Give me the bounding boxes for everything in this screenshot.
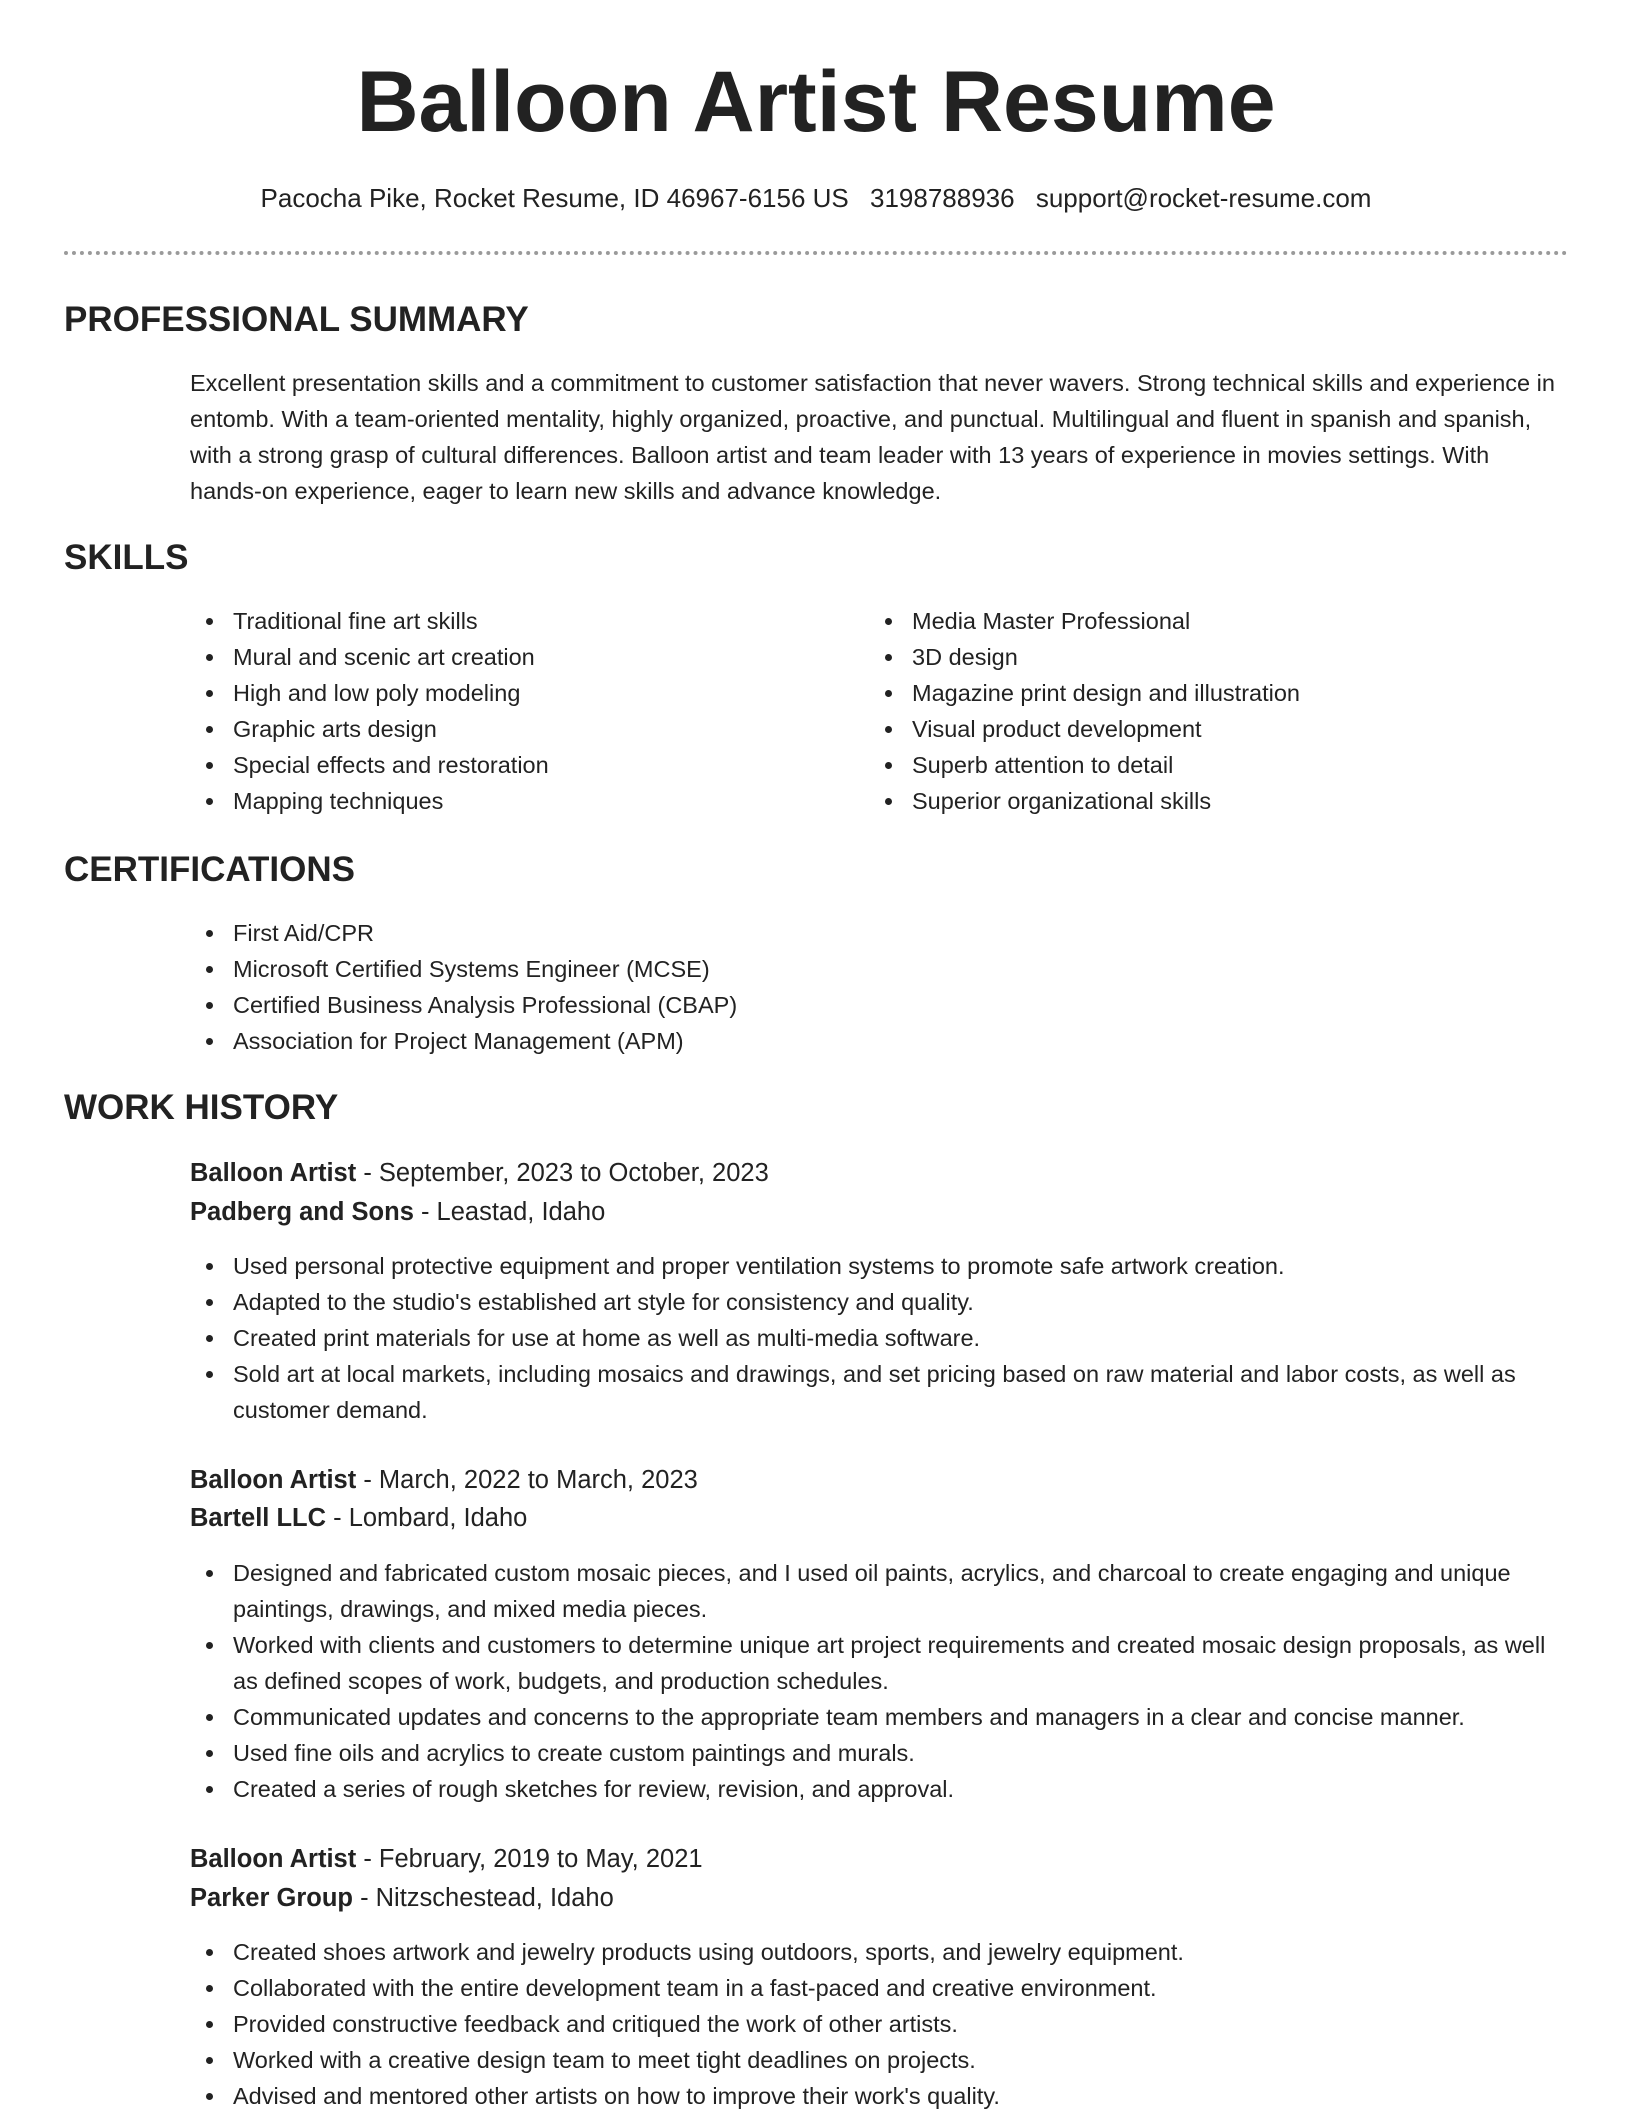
skill-item: High and low poly modeling <box>190 675 810 711</box>
contact-address: Pacocha Pike, Rocket Resume, ID 46967-6156 US <box>260 183 849 213</box>
job-bullet: Advised and mentored other artists on how to improve their work's quality. <box>190 2078 1570 2114</box>
skill-item: Traditional fine art skills <box>190 603 810 639</box>
job-bullet: Used fine oils and acrylics to create custom paintings and murals. <box>190 1735 1570 1771</box>
certification-item: Certified Business Analysis Professional (CBAP) <box>190 987 1490 1023</box>
skill-item: Visual product development <box>869 711 1549 747</box>
certification-item: First Aid/CPR <box>190 915 1490 951</box>
job-bullet: Designed and fabricated custom mosaic pieces, and I used oil paints, acrylics, and charcoal to create engaging and unique paintings, drawings, and mixed media pieces. <box>190 1555 1570 1627</box>
job-bullets <box>190 1248 1570 1428</box>
job-bullet: Collaborated with the entire development team in a fast-paced and creative environment. <box>190 1970 1570 2006</box>
skill-item: Graphic arts design <box>190 711 810 747</box>
job-bullet: Sold art at local markets, including mosaics and drawings, and set pricing based on raw material and labor costs, as well as customer demand. <box>190 1356 1570 1428</box>
job-location: - Leastad, Idaho <box>413 1198 606 1226</box>
header-divider <box>64 251 1568 255</box>
skill-item: Magazine print design and illustration <box>869 675 1549 711</box>
job-dates: - March, 2022 to March, 2023 <box>356 1466 698 1494</box>
job-title-line <box>190 1154 769 1192</box>
job-company-line <box>190 1879 614 1917</box>
job-title: Balloon Artist <box>190 1845 357 1873</box>
job-company: Bartell LLC <box>190 1504 327 1532</box>
job-bullet: Created print materials for use at home as well as multi-media software. <box>190 1320 1570 1356</box>
job-location: - Nitzschestead, Idaho <box>352 1884 614 1912</box>
job-company: Parker Group <box>190 1884 353 1912</box>
contact-line <box>0 180 1632 216</box>
skills-list-left <box>190 603 810 819</box>
job-bullet: Created shoes artwork and jewelry products using outdoors, sports, and jewelry equipment. <box>190 1934 1570 1970</box>
skills-heading: SKILLS <box>64 538 189 577</box>
job-company-line <box>190 1499 527 1537</box>
job-bullet: Worked with clients and customers to determine unique art project requirements and created mosaic design proposals, as well as defined scopes of work, budgets, and production schedules. <box>190 1627 1570 1699</box>
job-dates: - February, 2019 to May, 2021 <box>356 1845 703 1873</box>
job-bullet: Communicated updates and concerns to the appropriate team members and managers in a clear and concise manner. <box>190 1699 1570 1735</box>
skill-item: Mural and scenic art creation <box>190 639 810 675</box>
contact-email: support@rocket-resume.com <box>1035 183 1372 213</box>
job-title: Balloon Artist <box>190 1159 357 1187</box>
contact-phone: 3198788936 <box>869 183 1015 213</box>
job-title: Balloon Artist <box>190 1466 357 1494</box>
job-company: Padberg and Sons <box>190 1198 414 1226</box>
job-location: - Lombard, Idaho <box>326 1504 528 1532</box>
job-company-line <box>190 1193 605 1231</box>
certification-item: Microsoft Certified Systems Engineer (MCSE) <box>190 951 1490 987</box>
skill-item: Mapping techniques <box>190 783 810 819</box>
certifications-heading: CERTIFICATIONS <box>64 850 356 889</box>
job-title-line <box>190 1461 698 1499</box>
job-title-line <box>190 1840 703 1878</box>
certification-item: Association for Project Management (APM) <box>190 1023 1490 1059</box>
job-bullet: Worked with a creative design team to meet tight deadlines on projects. <box>190 2042 1570 2078</box>
work-history-heading: WORK HISTORY <box>64 1088 339 1127</box>
job-bullet: Adapted to the studio's established art style for consistency and quality. <box>190 1284 1570 1320</box>
skill-item: Superior organizational skills <box>869 783 1549 819</box>
summary-heading: PROFESSIONAL SUMMARY <box>64 300 529 339</box>
job-bullet: Used personal protective equipment and proper ventilation systems to promote safe artwork creation. <box>190 1248 1570 1284</box>
resume-title: Balloon Artist Resume <box>356 54 1276 150</box>
skill-item: Media Master Professional <box>869 603 1549 639</box>
job-bullets <box>190 1555 1570 1807</box>
skill-item: 3D design <box>869 639 1549 675</box>
skill-item: Superb attention to detail <box>869 747 1549 783</box>
job-bullet: Created a series of rough sketches for review, revision, and approval. <box>190 1771 1570 1807</box>
job-dates: - September, 2023 to October, 2023 <box>356 1159 769 1187</box>
summary-text: Excellent presentation skills and a commitment to customer satisfaction that never wavers. Strong technical skills and experience in entomb. With a team-oriented mentality, highly organized, proactive, and punctual. Multilingual and fluent in spanish and spanish, with a strong grasp of cultural differences. Balloon artist and team leader with 13 years of experience in movies settings. With hands-on experience, eager to learn new skills and advance knowledge. <box>190 370 1555 504</box>
skills-list-right <box>869 603 1549 819</box>
skill-item: Special effects and restoration <box>190 747 810 783</box>
certifications-list <box>190 915 1490 1059</box>
job-bullet: Provided constructive feedback and critiqued the work of other artists. <box>190 2006 1570 2042</box>
job-bullets <box>190 1934 1570 2114</box>
